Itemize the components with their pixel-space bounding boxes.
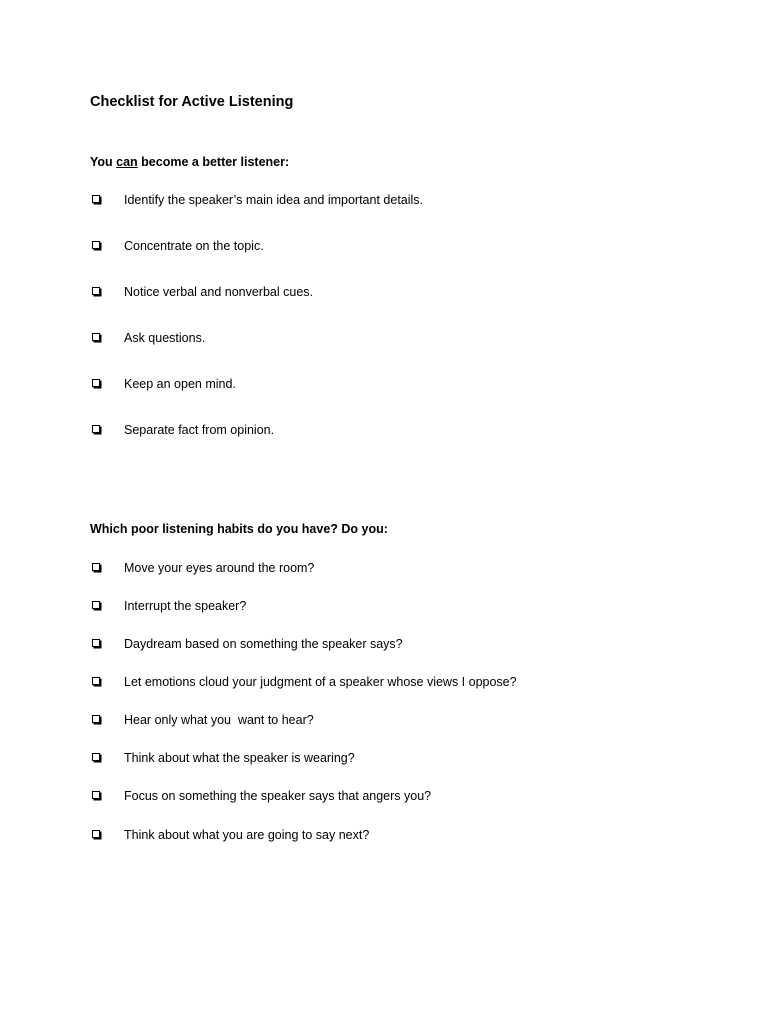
checkbox-icon[interactable]: [92, 830, 100, 838]
checkbox-icon[interactable]: [92, 195, 100, 203]
checkbox-icon[interactable]: [92, 425, 100, 433]
checklist-item[interactable]: [90, 712, 690, 728]
section1-heading-emphasis: can: [116, 155, 138, 169]
checklist-item[interactable]: [90, 788, 690, 804]
checklist-item-text: Ask questions.: [124, 331, 206, 345]
checklist-item[interactable]: [90, 827, 690, 843]
checkbox-icon[interactable]: [92, 715, 100, 723]
checklist-item-text: Hear only what you want to hear?: [124, 713, 314, 727]
section1-heading: [90, 154, 289, 170]
checkbox-icon[interactable]: [92, 563, 100, 571]
checklist-item[interactable]: [90, 330, 690, 346]
checklist-item-text: Think about what you are going to say next?: [124, 828, 370, 842]
checklist-item[interactable]: [90, 560, 690, 576]
checklist-item-text: Concentrate on the topic.: [124, 239, 264, 253]
checklist-item[interactable]: [90, 422, 690, 438]
checklist-item[interactable]: [90, 376, 690, 392]
checkbox-icon[interactable]: [92, 639, 100, 647]
checklist-item-text: Think about what the speaker is wearing?: [124, 751, 355, 765]
checklist-item[interactable]: [90, 636, 690, 652]
checklist-item-text: Notice verbal and nonverbal cues.: [124, 285, 314, 299]
checklist-item-text: Keep an open mind.: [124, 377, 236, 391]
checklist-item[interactable]: [90, 238, 690, 254]
checklist-item[interactable]: [90, 598, 690, 614]
checklist-item[interactable]: [90, 674, 690, 690]
section1-heading-after: become a better listener:: [137, 155, 290, 169]
checklist-item[interactable]: [90, 750, 690, 766]
checklist-item-text: Focus on something the speaker says that angers you?: [124, 789, 432, 803]
checklist-item-text: Move your eyes around the room?: [124, 561, 315, 575]
checklist-item-text: Identify the speaker’s main idea and important details.: [124, 193, 424, 207]
checkbox-icon[interactable]: [92, 677, 100, 685]
checkbox-icon[interactable]: [92, 791, 100, 799]
checklist-item-text: Let emotions cloud your judgment of a speaker whose views I oppose?: [124, 675, 517, 689]
checklist-item[interactable]: [90, 284, 690, 300]
section2-heading: Which poor listening habits do you have? Do you:: [90, 522, 388, 536]
checkbox-icon[interactable]: [92, 601, 100, 609]
checkbox-icon[interactable]: [92, 753, 100, 761]
checklist-item[interactable]: [90, 192, 690, 208]
checkbox-icon[interactable]: [92, 241, 100, 249]
document-title: Checklist for Active Listening: [90, 94, 294, 110]
checklist-item-text: Separate fact from opinion.: [124, 423, 275, 437]
checkbox-icon[interactable]: [92, 379, 100, 387]
checkbox-icon[interactable]: [92, 287, 100, 295]
checklist-item-text: Daydream based on something the speaker says?: [124, 637, 403, 651]
checkbox-icon[interactable]: [92, 333, 100, 341]
section1-heading-before: You: [90, 155, 117, 169]
checklist-item-text: Interrupt the speaker?: [124, 599, 247, 613]
